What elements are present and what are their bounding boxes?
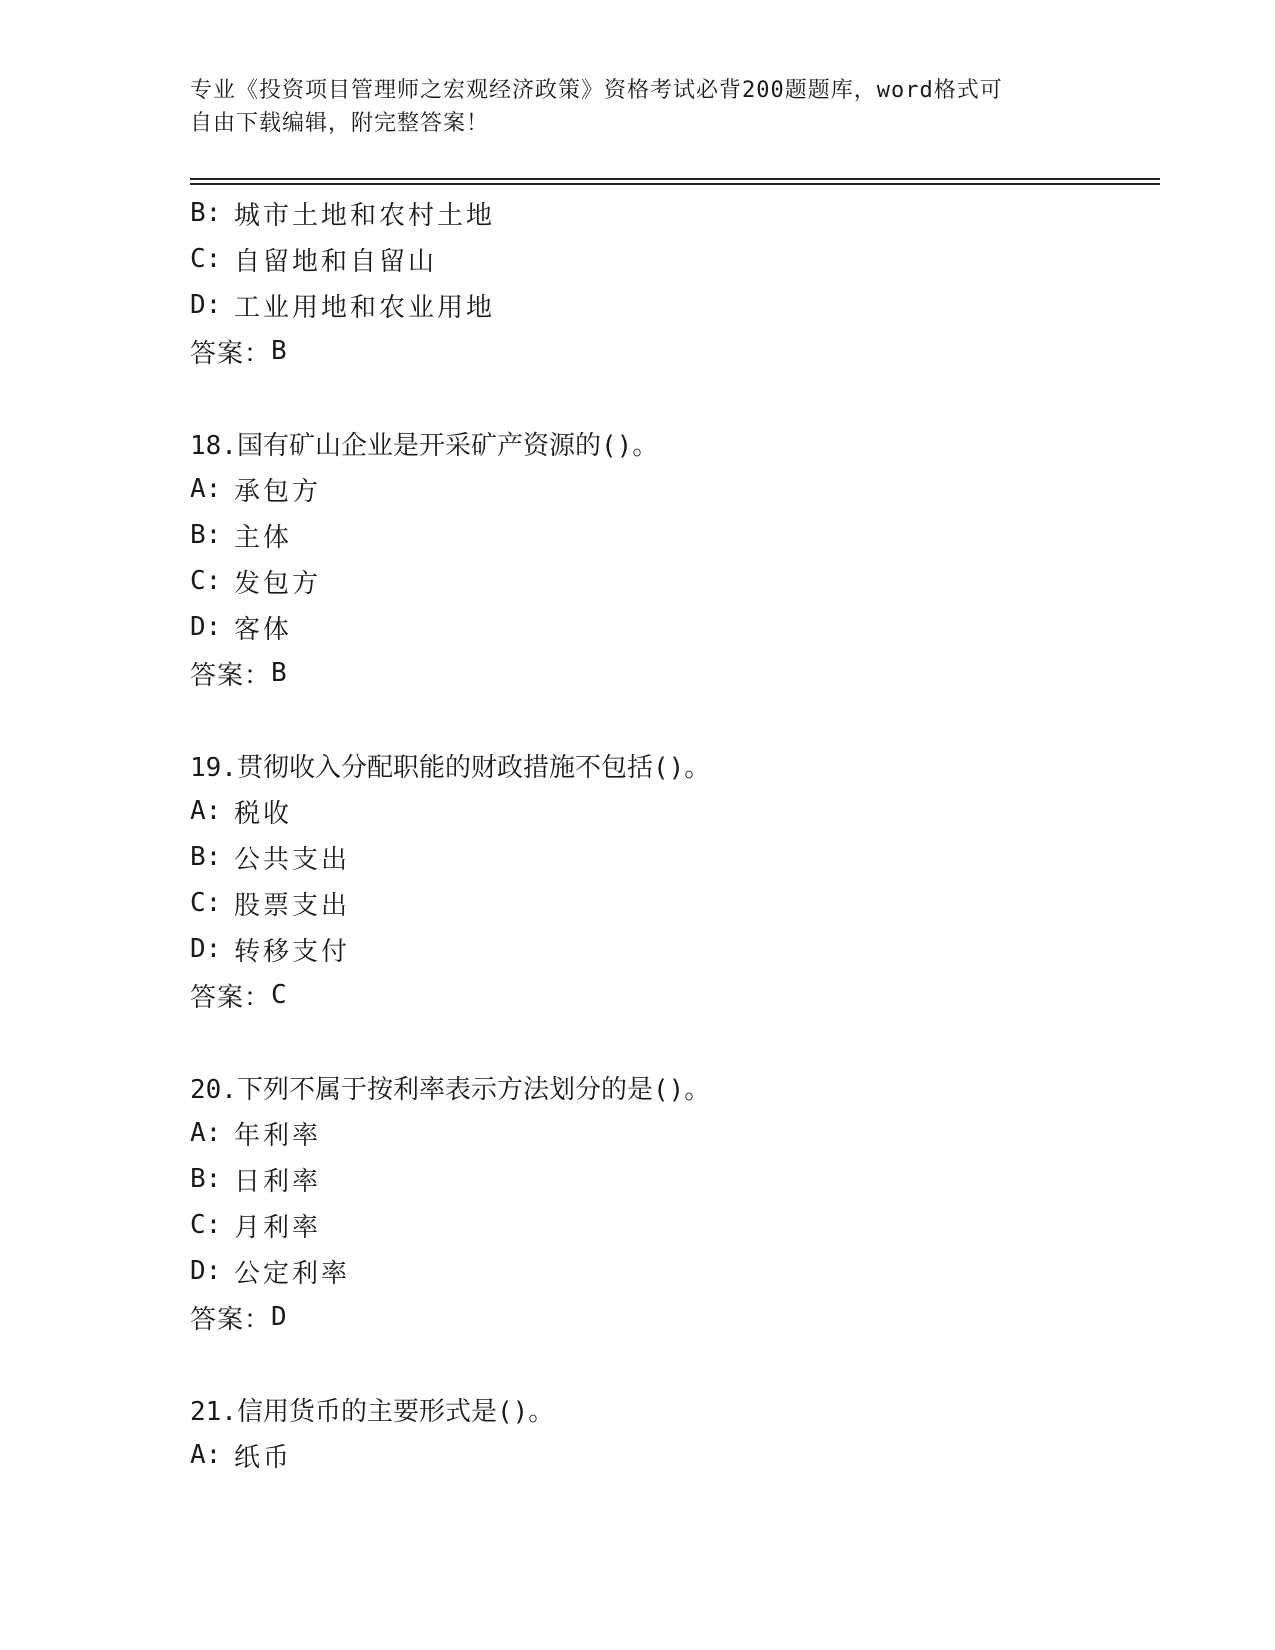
header-line-1: 专业《投资项目管理师之宏观经济政策》资格考试必背200题题库，word格式可 bbox=[190, 78, 1003, 103]
option-row bbox=[190, 1432, 1160, 1478]
question-text: 19.贯彻收入分配职能的财政措施不包括()。 bbox=[190, 752, 711, 783]
question-block bbox=[190, 420, 1160, 696]
option-key: A: bbox=[190, 1440, 222, 1470]
option-row bbox=[190, 1110, 1160, 1156]
option-key: A: bbox=[190, 796, 222, 826]
option-key: C: bbox=[190, 888, 222, 918]
question-text: 20.下列不属于按利率表示方法划分的是()。 bbox=[190, 1074, 711, 1105]
answer-label: 答案： bbox=[190, 338, 272, 369]
option-text: 公共支出 bbox=[234, 844, 351, 875]
option-key: D: bbox=[190, 612, 222, 642]
answer-row bbox=[190, 328, 1160, 374]
option-row bbox=[190, 558, 1160, 604]
option-text: 公定利率 bbox=[234, 1258, 351, 1289]
option-key: D: bbox=[190, 1256, 222, 1286]
question-text: 21.信用货币的主要形式是()。 bbox=[190, 1396, 555, 1427]
question-text: 18.国有矿山企业是开采矿产资源的()。 bbox=[190, 430, 659, 461]
option-text: 承包方 bbox=[234, 476, 322, 507]
option-key: B: bbox=[190, 520, 222, 550]
option-key: B: bbox=[190, 198, 222, 228]
answer-value: B bbox=[271, 336, 287, 366]
answer-value: D bbox=[271, 1302, 287, 1332]
option-key: D: bbox=[190, 290, 222, 320]
question-block bbox=[190, 190, 1160, 374]
option-row bbox=[190, 604, 1160, 650]
document-header bbox=[190, 74, 1090, 140]
option-key: C: bbox=[190, 566, 222, 596]
option-key: A: bbox=[190, 1118, 222, 1148]
answer-value: B bbox=[271, 658, 287, 688]
option-key: D: bbox=[190, 934, 222, 964]
option-key: B: bbox=[190, 1164, 222, 1194]
option-text: 股票支出 bbox=[234, 890, 351, 921]
header-line-2: 自由下载编辑，附完整答案！ bbox=[190, 111, 490, 136]
option-row bbox=[190, 282, 1160, 328]
header-divider-bottom bbox=[190, 183, 1160, 185]
option-row bbox=[190, 236, 1160, 282]
option-text: 纸币 bbox=[234, 1442, 293, 1473]
answer-label: 答案： bbox=[190, 1304, 272, 1335]
option-text: 年利率 bbox=[234, 1120, 322, 1151]
answer-label: 答案： bbox=[190, 982, 272, 1013]
option-row bbox=[190, 834, 1160, 880]
option-text: 自留地和自留山 bbox=[234, 246, 438, 277]
option-row bbox=[190, 512, 1160, 558]
option-text: 客体 bbox=[234, 614, 293, 645]
question-block bbox=[190, 742, 1160, 1018]
option-key: B: bbox=[190, 842, 222, 872]
option-text: 工业用地和农业用地 bbox=[234, 292, 496, 323]
option-text: 城市土地和农村土地 bbox=[234, 200, 496, 231]
option-text: 月利率 bbox=[234, 1212, 322, 1243]
option-row bbox=[190, 1202, 1160, 1248]
option-text: 日利率 bbox=[234, 1166, 322, 1197]
answer-value: C bbox=[271, 980, 287, 1010]
answer-label: 答案： bbox=[190, 660, 272, 691]
option-text: 税收 bbox=[234, 798, 293, 829]
option-text: 发包方 bbox=[234, 568, 322, 599]
option-key: A: bbox=[190, 474, 222, 504]
option-key: C: bbox=[190, 1210, 222, 1240]
answer-row bbox=[190, 972, 1160, 1018]
answer-row bbox=[190, 650, 1160, 696]
option-text: 转移支付 bbox=[234, 936, 351, 967]
option-text: 主体 bbox=[234, 522, 293, 553]
answer-row bbox=[190, 1294, 1160, 1340]
option-row bbox=[190, 190, 1160, 236]
question-block bbox=[190, 1386, 1160, 1478]
option-row bbox=[190, 1248, 1160, 1294]
option-row bbox=[190, 466, 1160, 512]
option-key: C: bbox=[190, 244, 222, 274]
question-list bbox=[190, 190, 1160, 1478]
header-divider-top bbox=[190, 178, 1160, 180]
option-row bbox=[190, 926, 1160, 972]
question-block bbox=[190, 1064, 1160, 1340]
option-row bbox=[190, 788, 1160, 834]
option-row bbox=[190, 880, 1160, 926]
option-row bbox=[190, 1156, 1160, 1202]
